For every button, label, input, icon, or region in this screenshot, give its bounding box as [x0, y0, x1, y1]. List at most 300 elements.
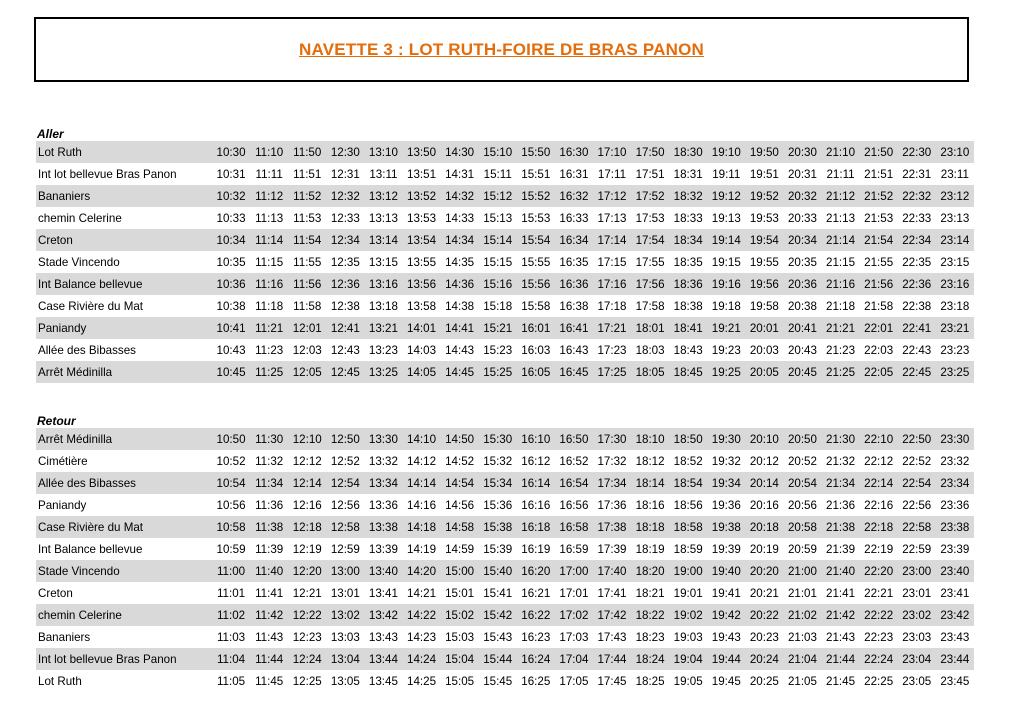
departure-time: 15:55 — [521, 255, 551, 269]
departure-time: 15:52 — [517, 185, 555, 207]
departure-time: 16:05 — [517, 361, 555, 383]
departure-time: 21:11 — [826, 167, 855, 181]
departure-time: 17:43 — [597, 630, 627, 644]
departure-time: 22:25 — [864, 674, 894, 688]
departure-time: 12:22 — [288, 604, 326, 626]
departure-time: 15:58 — [521, 299, 551, 313]
departure-time: 21:02 — [783, 604, 821, 626]
departure-time: 23:45 — [940, 674, 970, 688]
departure-time: 13:32 — [368, 454, 398, 468]
departure-time: 20:10 — [745, 428, 783, 450]
departure-time: 13:43 — [368, 630, 398, 644]
departure-time: 12:31 — [330, 167, 360, 181]
departure-time: 19:56 — [745, 273, 783, 295]
departure-time: 18:32 — [669, 185, 707, 207]
departure-time: 20:24 — [745, 648, 783, 670]
departure-time: 14:52 — [445, 454, 475, 468]
departure-time: 12:01 — [288, 317, 326, 339]
departure-time: 22:35 — [902, 255, 932, 269]
departure-time: 23:05 — [902, 674, 932, 688]
departure-time: 21:10 — [822, 141, 860, 163]
departure-time: 22:03 — [864, 343, 894, 357]
departure-time: 11:16 — [250, 273, 288, 295]
stop-name: Paniandy — [36, 317, 212, 339]
departure-time: 22:01 — [860, 317, 898, 339]
departure-time: 21:01 — [787, 586, 817, 600]
departure-time: 23:23 — [940, 343, 970, 357]
departure-time: 12:33 — [330, 211, 360, 225]
departure-time: 12:38 — [330, 299, 360, 313]
departure-time: 16:58 — [555, 516, 593, 538]
departure-time: 17:50 — [631, 141, 669, 163]
departure-time: 16:12 — [521, 454, 551, 468]
departure-time: 14:19 — [407, 542, 437, 556]
departure-time: 11:58 — [293, 299, 322, 313]
departure-time: 12:58 — [326, 516, 364, 538]
departure-time: 14:35 — [445, 255, 475, 269]
departure-time: 20:31 — [787, 167, 817, 181]
departure-time: 17:05 — [559, 674, 589, 688]
departure-time: 19:36 — [711, 498, 741, 512]
timetable-row — [36, 361, 974, 383]
departure-time: 13:52 — [402, 185, 440, 207]
departure-time: 19:39 — [711, 542, 741, 556]
departure-time: 23:12 — [936, 185, 974, 207]
departure-time: 11:11 — [255, 167, 283, 181]
timetable-row — [36, 251, 974, 273]
departure-time: 23:11 — [940, 167, 969, 181]
timetable-row — [36, 670, 974, 692]
timetable-row — [36, 648, 974, 670]
departure-time: 13:58 — [407, 299, 437, 313]
retour-section — [36, 414, 972, 692]
departure-time: 19:42 — [707, 604, 745, 626]
departure-time: 20:05 — [745, 361, 783, 383]
departure-time: 13:03 — [330, 630, 360, 644]
departure-time: 13:53 — [407, 211, 437, 225]
departure-time: 10:56 — [216, 498, 246, 512]
departure-time: 16:41 — [555, 317, 593, 339]
departure-time: 11:55 — [293, 255, 322, 269]
departure-time: 21:50 — [860, 141, 898, 163]
departure-time: 11:42 — [250, 604, 288, 626]
departure-time: 22:30 — [898, 141, 936, 163]
departure-time: 23:43 — [940, 630, 970, 644]
departure-time: 23:30 — [936, 428, 974, 450]
departure-time: 11:41 — [255, 586, 284, 600]
timetable-row — [36, 494, 974, 516]
stop-name: Bananiers — [38, 630, 91, 644]
departure-time: 15:56 — [517, 273, 555, 295]
departure-time: 23:00 — [898, 560, 936, 582]
departure-time: 12:32 — [326, 185, 364, 207]
departure-time: 16:43 — [559, 343, 589, 357]
departure-time: 18:25 — [635, 674, 665, 688]
departure-time: 11:14 — [250, 229, 288, 251]
departure-time: 11:04 — [212, 648, 250, 670]
departure-time: 21:05 — [787, 674, 817, 688]
departure-time: 15:03 — [445, 630, 475, 644]
departure-time: 13:55 — [407, 255, 437, 269]
departure-time: 23:40 — [936, 560, 974, 582]
departure-time: 18:22 — [631, 604, 669, 626]
departure-time: 12:10 — [288, 428, 326, 450]
departure-time: 16:16 — [521, 498, 551, 512]
departure-time: 13:36 — [368, 498, 398, 512]
departure-time: 19:15 — [711, 255, 741, 269]
timetable-row — [36, 317, 974, 339]
departure-time: 14:43 — [445, 343, 475, 357]
departure-time: 20:21 — [749, 586, 779, 600]
departure-time: 14:18 — [402, 516, 440, 538]
departure-time: 13:41 — [368, 586, 398, 600]
departure-time: 10:30 — [212, 141, 250, 163]
departure-time: 13:00 — [326, 560, 364, 582]
stop-name: Case Rivière du Mat — [38, 299, 144, 313]
timetable-row — [36, 295, 974, 317]
departure-time: 19:40 — [707, 560, 745, 582]
departure-time: 22:21 — [864, 586, 894, 600]
departure-time: 16:21 — [521, 586, 551, 600]
departure-time: 15:50 — [517, 141, 555, 163]
departure-time: 18:18 — [631, 516, 669, 538]
departure-time: 11:12 — [250, 185, 288, 207]
departure-time: 14:23 — [407, 630, 437, 644]
departure-time: 21:04 — [783, 648, 821, 670]
departure-time: 11:25 — [250, 361, 288, 383]
departure-time: 11:32 — [255, 454, 284, 468]
departure-time: 18:38 — [673, 299, 703, 313]
departure-time: 11:53 — [293, 211, 322, 225]
departure-time: 23:32 — [940, 454, 970, 468]
departure-time: 17:51 — [635, 167, 665, 181]
departure-time: 22:41 — [898, 317, 936, 339]
departure-time: 23:15 — [940, 255, 970, 269]
departure-time: 21:40 — [822, 560, 860, 582]
departure-time: 14:36 — [441, 273, 479, 295]
departure-time: 11:13 — [255, 211, 284, 225]
timetable-row — [36, 604, 974, 626]
stop-name: Lot Ruth — [38, 674, 82, 688]
departure-time: 19:13 — [711, 211, 741, 225]
departure-time: 17:25 — [593, 361, 631, 383]
departure-time: 13:38 — [364, 516, 402, 538]
departure-time: 11:56 — [288, 273, 326, 295]
departure-time: 23:36 — [940, 498, 970, 512]
departure-time: 18:41 — [669, 317, 707, 339]
departure-time: 11:23 — [255, 343, 284, 357]
stop-name: Bananiers — [36, 185, 212, 207]
departure-time: 18:12 — [635, 454, 665, 468]
departure-time: 19:34 — [707, 472, 745, 494]
departure-time: 14:34 — [441, 229, 479, 251]
departure-time: 19:25 — [707, 361, 745, 383]
departure-time: 16:30 — [555, 141, 593, 163]
departure-time: 16:59 — [559, 542, 589, 556]
departure-time: 20:50 — [783, 428, 821, 450]
departure-time: 10:54 — [212, 472, 250, 494]
departure-time: 18:10 — [631, 428, 669, 450]
departure-time: 12:25 — [292, 674, 322, 688]
departure-time: 18:05 — [631, 361, 669, 383]
departure-time: 15:39 — [483, 542, 513, 556]
departure-time: 15:25 — [479, 361, 517, 383]
departure-time: 20:43 — [787, 343, 817, 357]
departure-time: 21:38 — [822, 516, 860, 538]
stop-name: Creton — [38, 586, 73, 600]
departure-time: 22:36 — [898, 273, 936, 295]
departure-time: 20:14 — [745, 472, 783, 494]
departure-time: 19:01 — [673, 586, 703, 600]
timetable-row — [36, 428, 974, 450]
departure-time: 21:12 — [822, 185, 860, 207]
departure-time: 17:03 — [559, 630, 589, 644]
departure-time: 18:31 — [673, 167, 703, 181]
stop-name: Cimétière — [38, 454, 88, 468]
departure-time: 11:36 — [255, 498, 284, 512]
timetable-row — [36, 582, 974, 604]
departure-time: 10:50 — [212, 428, 250, 450]
departure-time: 20:41 — [783, 317, 821, 339]
departure-time: 12:54 — [326, 472, 364, 494]
stop-name: chemin Celerine — [36, 604, 212, 626]
departure-time: 15:44 — [479, 648, 517, 670]
departure-time: 20:59 — [787, 542, 817, 556]
departure-time: 21:23 — [826, 343, 856, 357]
departure-time: 20:03 — [749, 343, 779, 357]
departure-time: 23:13 — [940, 211, 970, 225]
departure-time: 17:11 — [597, 167, 627, 181]
departure-time: 14:54 — [441, 472, 479, 494]
departure-time: 23:10 — [936, 141, 974, 163]
departure-time: 16:50 — [555, 428, 593, 450]
departure-time: 19:52 — [745, 185, 783, 207]
departure-time: 11:15 — [255, 255, 284, 269]
departure-time: 22:34 — [898, 229, 936, 251]
departure-time: 21:14 — [822, 229, 860, 251]
departure-time: 13:11 — [369, 167, 398, 181]
departure-time: 20:19 — [749, 542, 779, 556]
departure-time: 15:05 — [445, 674, 475, 688]
departure-time: 20:36 — [783, 273, 821, 295]
departure-time: 13:16 — [364, 273, 402, 295]
departure-time: 17:40 — [593, 560, 631, 582]
departure-time: 14:38 — [445, 299, 475, 313]
departure-time: 11:51 — [293, 167, 322, 181]
departure-time: 12:21 — [292, 586, 322, 600]
departure-time: 19:03 — [673, 630, 703, 644]
departure-time: 18:58 — [669, 516, 707, 538]
departure-time: 16:34 — [555, 229, 593, 251]
departure-time: 13:30 — [364, 428, 402, 450]
departure-time: 14:12 — [407, 454, 437, 468]
departure-time: 18:35 — [673, 255, 703, 269]
departure-time: 12:34 — [326, 229, 364, 251]
departure-time: 14:32 — [441, 185, 479, 207]
departure-time: 23:04 — [898, 648, 936, 670]
departure-time: 13:44 — [364, 648, 402, 670]
departure-time: 11:45 — [255, 674, 284, 688]
departure-time: 19:14 — [707, 229, 745, 251]
departure-time: 20:20 — [745, 560, 783, 582]
departure-time: 22:14 — [860, 472, 898, 494]
departure-time: 19:41 — [711, 586, 741, 600]
departure-time: 22:45 — [898, 361, 936, 383]
departure-time: 12:52 — [330, 454, 360, 468]
departure-time: 14:59 — [445, 542, 475, 556]
departure-time: 18:21 — [635, 586, 665, 600]
departure-time: 17:56 — [631, 273, 669, 295]
departure-time: 21:32 — [826, 454, 856, 468]
departure-time: 12:43 — [330, 343, 360, 357]
stop-name: Arrêt Médinilla — [36, 428, 212, 450]
departure-time: 16:10 — [517, 428, 555, 450]
stop-name: Stade Vincendo — [36, 560, 212, 582]
departure-time: 17:39 — [597, 542, 627, 556]
stop-name: Stade Vincendo — [38, 255, 120, 269]
departure-time: 21:18 — [826, 299, 856, 313]
departure-time: 18:50 — [669, 428, 707, 450]
departure-time: 20:18 — [745, 516, 783, 538]
departure-time: 15:00 — [441, 560, 479, 582]
departure-time: 22:10 — [860, 428, 898, 450]
departure-time: 23:21 — [936, 317, 974, 339]
departure-time: 20:12 — [749, 454, 779, 468]
departure-time: 11:02 — [212, 604, 250, 626]
departure-time: 23:39 — [940, 542, 970, 556]
departure-time: 12:12 — [292, 454, 322, 468]
departure-time: 21:44 — [822, 648, 860, 670]
departure-time: 21:42 — [822, 604, 860, 626]
departure-time: 11:43 — [255, 630, 284, 644]
departure-time: 21:56 — [860, 273, 898, 295]
departure-time: 14:21 — [407, 586, 437, 600]
departure-time: 21:51 — [864, 167, 894, 181]
departure-time: 23:16 — [936, 273, 974, 295]
departure-time: 21:30 — [822, 428, 860, 450]
departure-time: 19:45 — [711, 674, 741, 688]
departure-time: 17:54 — [631, 229, 669, 251]
departure-time: 13:25 — [364, 361, 402, 383]
departure-time: 11:00 — [212, 560, 250, 582]
departure-time: 22:05 — [860, 361, 898, 383]
departure-time: 10:35 — [216, 255, 246, 269]
departure-time: 17:01 — [559, 586, 589, 600]
timetable-row — [36, 339, 974, 361]
departure-time: 18:03 — [635, 343, 665, 357]
departure-time: 21:43 — [826, 630, 856, 644]
departure-time: 10:33 — [216, 211, 246, 225]
departure-time: 11:44 — [250, 648, 288, 670]
stop-name: Int Balance bellevue — [36, 273, 212, 295]
stop-name: chemin Celerine — [38, 211, 122, 225]
aller-timetable — [36, 141, 974, 383]
departure-time: 23:01 — [902, 586, 932, 600]
departure-time: 17:12 — [593, 185, 631, 207]
departure-time: 16:03 — [521, 343, 551, 357]
departure-time: 11:30 — [250, 428, 288, 450]
departure-time: 19:50 — [745, 141, 783, 163]
departure-time: 16:36 — [555, 273, 593, 295]
departure-time: 20:56 — [787, 498, 817, 512]
departure-time: 22:24 — [860, 648, 898, 670]
departure-time: 11:34 — [250, 472, 288, 494]
departure-time: 18:43 — [673, 343, 703, 357]
departure-time: 15:23 — [483, 343, 513, 357]
departure-time: 17:02 — [555, 604, 593, 626]
departure-time: 17:21 — [593, 317, 631, 339]
departure-time: 11:03 — [216, 630, 246, 644]
departure-time: 20:35 — [787, 255, 817, 269]
departure-time: 15:13 — [483, 211, 513, 225]
departure-time: 20:01 — [745, 317, 783, 339]
departure-time: 18:01 — [631, 317, 669, 339]
departure-time: 17:55 — [635, 255, 665, 269]
departure-time: 21:34 — [822, 472, 860, 494]
departure-time: 19:00 — [669, 560, 707, 582]
departure-time: 10:58 — [212, 516, 250, 538]
departure-time: 12:19 — [292, 542, 322, 556]
departure-time: 23:18 — [940, 299, 970, 313]
departure-time: 20:52 — [787, 454, 817, 468]
departure-time: 12:35 — [330, 255, 360, 269]
departure-time: 12:56 — [330, 498, 360, 512]
departure-time: 18:56 — [673, 498, 703, 512]
departure-time: 15:34 — [479, 472, 517, 494]
departure-time: 16:25 — [521, 674, 551, 688]
departure-time: 11:40 — [250, 560, 288, 582]
departure-time: 19:18 — [711, 299, 741, 313]
departure-time: 14:56 — [445, 498, 475, 512]
departure-time: 15:45 — [483, 674, 513, 688]
departure-time: 13:51 — [407, 167, 437, 181]
departure-time: 14:33 — [445, 211, 475, 225]
departure-time: 13:45 — [368, 674, 398, 688]
departure-time: 13:01 — [330, 586, 360, 600]
departure-time: 22:59 — [902, 542, 932, 556]
stop-name: Arrêt Médinilla — [36, 361, 212, 383]
departure-time: 13:02 — [326, 604, 364, 626]
departure-time: 20:25 — [749, 674, 779, 688]
departure-time: 13:21 — [364, 317, 402, 339]
departure-time: 16:01 — [517, 317, 555, 339]
timetable-row — [36, 229, 974, 251]
departure-time: 14:10 — [402, 428, 440, 450]
departure-time: 18:14 — [631, 472, 669, 494]
departure-time: 15:11 — [483, 167, 512, 181]
departure-time: 19:53 — [749, 211, 779, 225]
departure-time: 19:54 — [745, 229, 783, 251]
stop-name: Allée des Bibasses — [36, 472, 212, 494]
departure-time: 12:18 — [288, 516, 326, 538]
departure-time: 16:45 — [555, 361, 593, 383]
departure-time: 21:21 — [822, 317, 860, 339]
departure-time: 11:10 — [250, 141, 288, 163]
departure-time: 10:52 — [216, 454, 246, 468]
departure-time: 15:54 — [517, 229, 555, 251]
departure-time: 17:13 — [597, 211, 627, 225]
departure-time: 20:54 — [783, 472, 821, 494]
departure-time: 20:34 — [783, 229, 821, 251]
page-title: NAVETTE 3 : LOT RUTH-FOIRE DE BRAS PANON — [299, 39, 704, 59]
departure-time: 20:30 — [783, 141, 821, 163]
stop-name: Allée des Bibasses — [38, 343, 136, 357]
departure-time: 17:45 — [597, 674, 627, 688]
departure-time: 20:45 — [783, 361, 821, 383]
departure-time: 19:23 — [711, 343, 741, 357]
departure-time: 23:38 — [936, 516, 974, 538]
departure-time: 15:51 — [521, 167, 551, 181]
